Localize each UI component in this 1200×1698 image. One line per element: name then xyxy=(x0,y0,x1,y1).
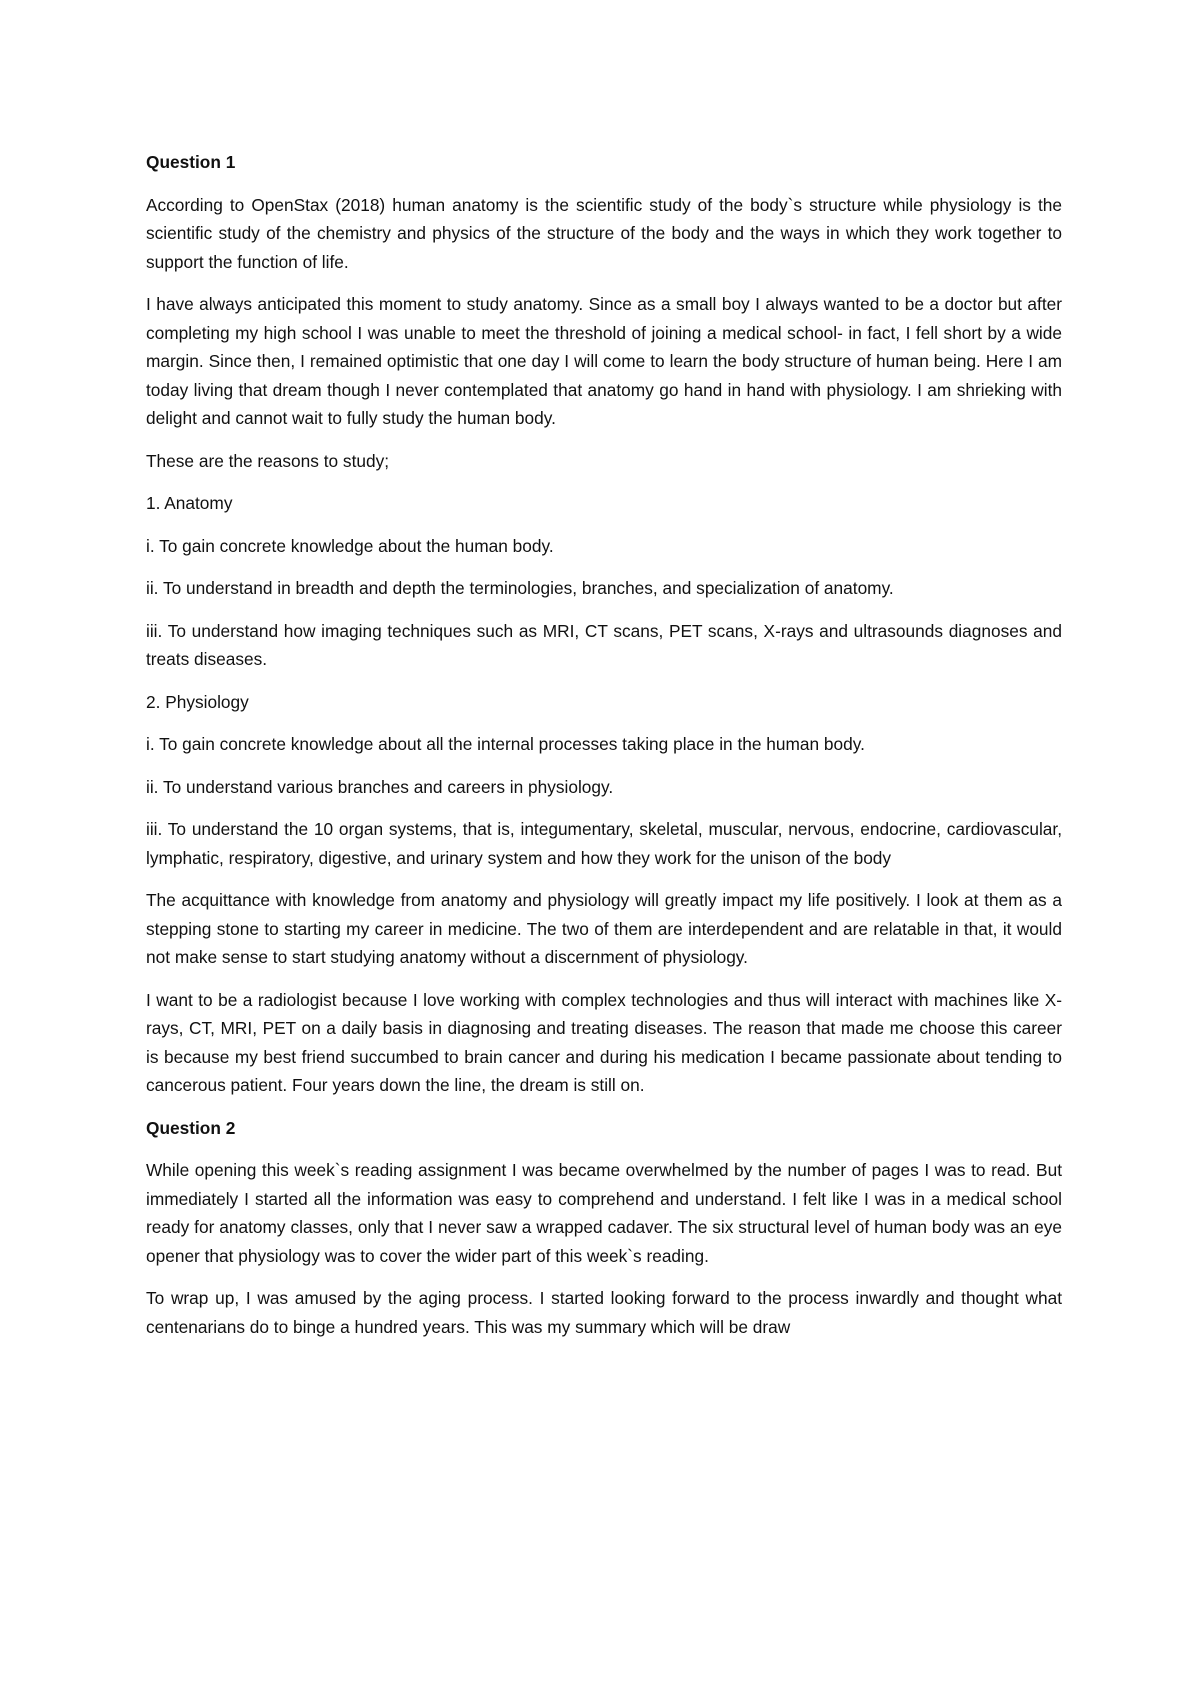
q1-anatomy-heading: 1. Anatomy xyxy=(146,493,233,513)
q1-physiology-item-2: ii. To understand various branches and careers in physiology. xyxy=(146,776,614,797)
q1-motivation-paragraph: I have always anticipated this moment to study anatomy. Since as a small boy I always wanted to be a doctor but after completing my high school I was unable to meet the threshold of joining a medical school- in fact, I fell short by a wide margin. Since then, I remained optimistic that one day I will come to learn the body structure of human being. Here I am today living that dream though I never contemplated that anatomy go hand in hand with physiology. I am shrieking with delight and cannot wait to fully study the human body. xyxy=(146,294,1062,428)
q2-reading-paragraph: While opening this week`s reading assignment I was became overwhelmed by the number of pages I was to read. But immediately I started all the information was easy to comprehend and understand. I felt like I was in a medical school ready for anatomy classes, only that I never saw a wrapped cadaver. The six structural level of human body was an eye opener that physiology was to cover the wider part of this week`s reading. xyxy=(146,1160,1062,1266)
q1-physiology-item-1: i. To gain concrete knowledge about all the internal processes taking place in the human body. xyxy=(146,734,865,754)
q1-definition-paragraph: According to OpenStax (2018) human anatomy is the scientific study of the body`s structure while physiology is the scientific study of the chemistry and physics of the structure of the body and the ways in which they work together to support the function of life. xyxy=(146,194,1062,272)
q1-career-paragraph: I want to be a radiologist because I love working with complex technologies and thus will interact with machines like X-rays, CT, MRI, PET on a daily basis in diagnosing and treating diseases. The reason that made me choose this career is because my best friend succumbed to brain cancer and during his medication I became passionate about tending to cancerous patient. Four years down the line, the dream is still on. xyxy=(146,989,1062,1095)
q1-impact-paragraph: The acquittance with knowledge from anatomy and physiology will greatly impact my life positively. I look at them as a stepping stone to starting my career in medicine. The two of them are interdependent and are relatable in that, it would not make sense to start studying anatomy without a discernment of physiology. xyxy=(146,890,1062,967)
q1-anatomy-item-1: i. To gain concrete knowledge about the human body. xyxy=(146,535,554,556)
q1-physiology-heading: 2. Physiology xyxy=(146,691,249,712)
q1-anatomy-item-3: iii. To understand how imaging techniques such as MRI, CT scans, PET scans, X-rays and ultrasounds diagnoses and treats diseases. xyxy=(146,620,1062,669)
question-2-heading: Question 2 xyxy=(146,1117,236,1138)
question-1-heading: Question 1 xyxy=(146,152,236,172)
q1-reasons-intro: These are the reasons to study; xyxy=(146,450,390,471)
q1-physiology-item-3: iii. To understand the 10 organ systems, that is, integumentary, skeletal, muscular, nervous, endocrine, cardiovascular, lymphatic, respiratory, digestive, and urinary system and how they work for the unison of the body xyxy=(146,819,1062,868)
q1-anatomy-item-2: ii. To understand in breadth and depth the terminologies, branches, and specialization of anatomy. xyxy=(146,578,894,598)
q2-summary-paragraph: To wrap up, I was amused by the aging process. I started looking forward to the process inwardly and thought what centenarians do to binge a hundred years. This was my summary which will be draw xyxy=(146,1288,1062,1337)
